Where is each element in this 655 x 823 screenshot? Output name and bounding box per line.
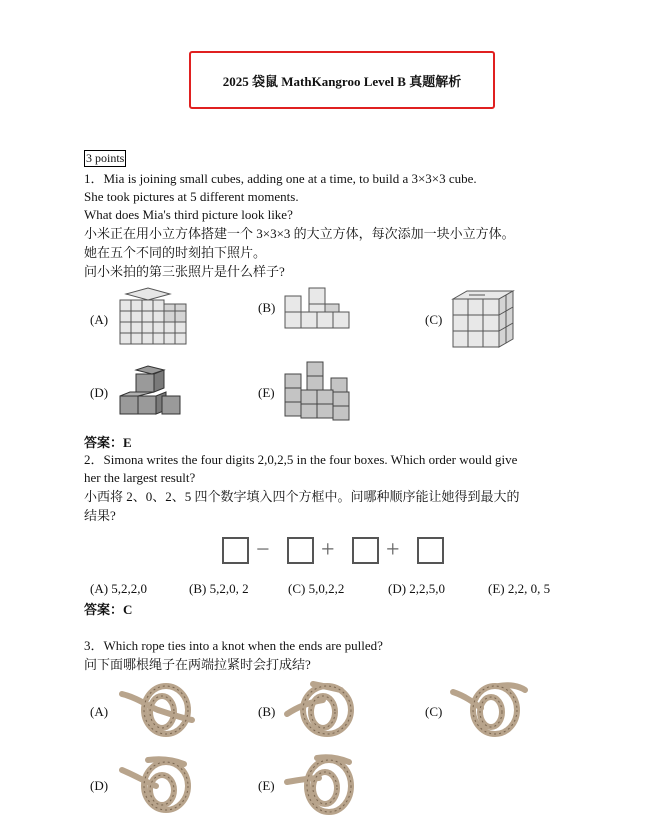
- page-title: 2025 袋鼠 MathKangroo Level B 真题解析: [222, 73, 462, 89]
- q1-option-d-label: (D): [90, 385, 109, 400]
- q1-option-c-figure: [449, 289, 517, 351]
- q2-line-1: 2．Simona writes the four digits 2,0,2,5 in the four boxes. Which order would give: [84, 452, 518, 467]
- q3-option-d-rope: [118, 756, 198, 816]
- q1-option-e-label: (E): [258, 385, 275, 400]
- q3-option-a-rope: [118, 680, 198, 740]
- q1-option-d-figure: [118, 366, 184, 418]
- q2-choice-e: (E) 2,2, 0, 5: [488, 581, 551, 596]
- q3-option-b-rope: [283, 680, 363, 740]
- q2-choice-d: (D) 2,2,5,0: [388, 581, 446, 596]
- digit-box-4: [417, 537, 444, 564]
- q3-option-e-rope: [283, 752, 363, 816]
- q2-line-4: 结果?: [84, 508, 116, 523]
- q3-option-a-label: (A): [90, 704, 109, 719]
- q3-line-1: 3．Which rope ties into a knot when the ends are pulled?: [84, 638, 383, 653]
- operator-minus: −: [256, 537, 270, 563]
- q1-option-b-label: (B): [258, 300, 276, 315]
- q3-option-d-label: (D): [90, 778, 109, 793]
- q1-option-a-figure: [118, 286, 190, 348]
- q2-line-2: her the largest result?: [84, 470, 196, 485]
- digit-box-3: [352, 537, 379, 564]
- q2-choice-b: (B) 5,2,0, 2: [189, 581, 249, 596]
- operator-plus-1: +: [321, 537, 335, 563]
- q1-line-1: 1．Mia is joining small cubes, adding one at a time, to build a 3×3×3 cube.: [84, 171, 477, 186]
- q1-line-3: What does Mia's third picture look like?: [84, 207, 293, 222]
- q2-line-3: 小西将 2、0、2、5 四个数字填入四个方框中。问哪种顺序能让她得到最大的: [84, 489, 520, 504]
- q1-option-a-label: (A): [90, 312, 109, 327]
- q3-option-c-rope: [449, 680, 529, 740]
- operator-plus-2: +: [386, 537, 400, 563]
- digit-box-2: [287, 537, 314, 564]
- q3-option-b-label: (B): [258, 704, 276, 719]
- q1-line-5: 她在五个不同的时刻拍下照片。: [84, 245, 267, 260]
- q2-answer: 答案：C: [84, 602, 133, 617]
- q2-choice-c: (C) 5,0,2,2: [288, 581, 345, 596]
- q3-option-e-label: (E): [258, 778, 275, 793]
- digit-box-1: [222, 537, 249, 564]
- q1-answer: 答案：E: [84, 435, 132, 450]
- q3-line-2: 问下面哪根绳子在两端拉紧时会打成结?: [84, 657, 311, 672]
- q1-option-e-figure: [283, 360, 355, 422]
- q1-line-4: 小米正在用小立方体搭建一个 3×3×3 的大立方体，每次添加一块小立方体。: [84, 226, 515, 241]
- q1-line-2: She took pictures at 5 different moments.: [84, 189, 299, 204]
- q3-option-c-label: (C): [425, 704, 443, 719]
- points-badge: 3 points: [86, 151, 125, 165]
- q1-option-c-label: (C): [425, 312, 443, 327]
- q1-option-b-figure: [283, 286, 355, 332]
- q1-line-6: 问小米拍的第三张照片是什么样子?: [84, 264, 285, 279]
- q2-choice-a: (A) 5,2,2,0: [90, 581, 148, 596]
